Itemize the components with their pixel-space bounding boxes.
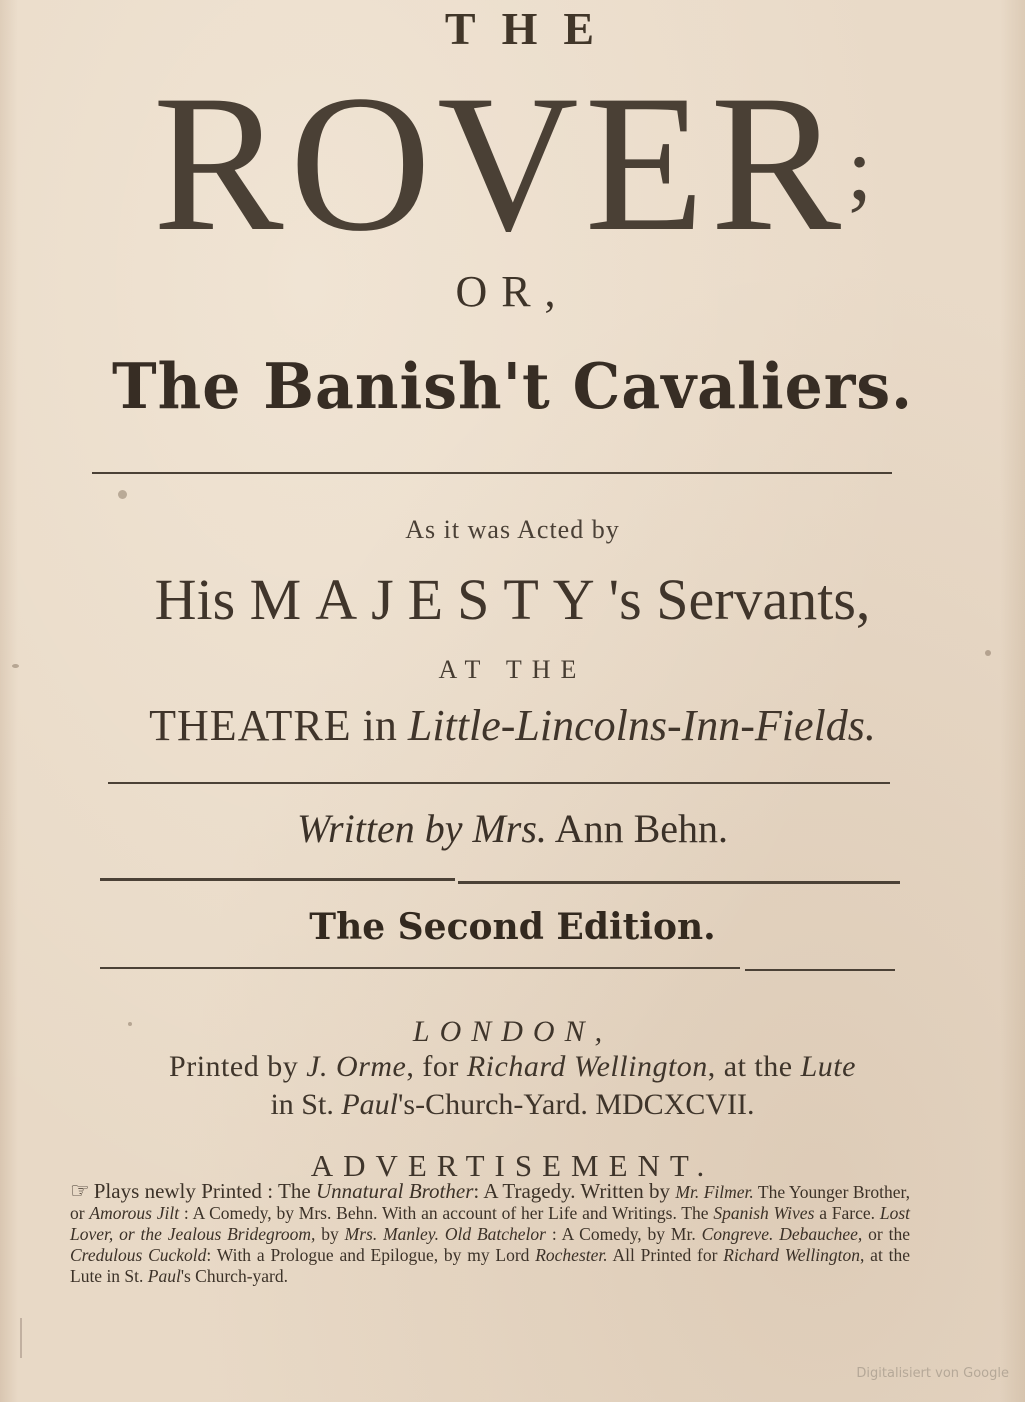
majesty-post: 's Servants, <box>608 567 871 632</box>
advertisement-heading: ADVERTISEMENT. <box>310 1148 715 1183</box>
edition-line: The Second Edition. <box>309 906 716 948</box>
theatre-word: THEATRE <box>149 701 352 750</box>
ad-a9: a Farce. <box>814 1203 880 1223</box>
ad-a8: Spanish Wives <box>713 1203 815 1223</box>
paper-speck <box>12 664 19 668</box>
acted-line: As it was Acted by <box>405 515 620 544</box>
ad-a11: by <box>315 1224 345 1244</box>
imprint-printed <box>0 1050 1025 1084</box>
rule-2 <box>108 782 890 784</box>
ad-a7: : A Comedy, by Mrs. Behn. With an account of her Life and Writings. The <box>179 1203 714 1223</box>
ad-a4: Mr. Filmer. <box>675 1182 754 1202</box>
digitization-watermark: Digitalisiert von Google <box>856 1366 1009 1381</box>
imprint-city: LONDON, <box>412 1015 613 1048</box>
ad-a12: Mrs. Manley. <box>344 1224 439 1244</box>
ad-a21: : With a Prologue and Epilogue, by my Lord <box>206 1245 536 1265</box>
at-the-line: AT THE <box>438 655 587 684</box>
ad-a23: All Printed for <box>607 1245 724 1265</box>
ad-a26: Paul <box>147 1266 181 1286</box>
theatre-line <box>0 700 1025 751</box>
imprint-yard <box>0 1088 1025 1122</box>
ad-a3: : A Tragedy. Written by <box>473 1179 676 1203</box>
paper-speck <box>118 490 127 499</box>
ad-a24: Richard Wellington <box>723 1245 860 1265</box>
ad-a20: Credulous Cuckold <box>70 1245 207 1265</box>
imprint-p2: , for <box>406 1050 467 1083</box>
yard-p1: in St. <box>270 1088 342 1121</box>
majesty-line <box>0 566 1025 633</box>
imprint-p3: , at the <box>707 1050 801 1083</box>
ad-a6: Amorous Jilt <box>89 1203 180 1223</box>
imprint-p1: Printed by <box>169 1050 307 1083</box>
theatre-place: Little-Lincolns-Inn-Fields. <box>407 701 876 750</box>
rule-1 <box>92 472 892 474</box>
ad-a10: Lost Lover, or the Jealous Bridegroom, <box>70 1203 910 1244</box>
subtitle-blackletter: The Banish't Cavaliers. <box>111 350 914 424</box>
imprint-printer: J. Orme <box>306 1050 407 1083</box>
title-or: OR, <box>455 267 570 316</box>
title-the: THE <box>444 3 621 54</box>
rule-3b <box>458 881 900 884</box>
majesty-caps: MAJESTY <box>249 567 609 632</box>
paper-speck <box>128 1022 132 1026</box>
ad-a15: : A Comedy, by Mr. <box>545 1224 702 1244</box>
author-pre: Written by Mrs. <box>296 806 547 851</box>
theatre-in: in <box>351 701 408 750</box>
author-name: Ann Behn. <box>546 806 729 851</box>
ad-a25: , at the Lute in St. <box>70 1245 910 1286</box>
title-rover-word: ROVER <box>152 55 848 272</box>
title-rover <box>0 55 1025 272</box>
rule-3a <box>100 878 455 881</box>
ad-a27: 's Church-yard. <box>180 1266 288 1286</box>
imprint-bookseller: Richard Wellington <box>466 1050 708 1083</box>
yard-p2: 's-Church-Yard. MDCXCVII. <box>398 1088 755 1121</box>
yard-pauls: Paul <box>341 1088 398 1121</box>
rule-4a <box>100 967 740 969</box>
ad-a1: Plays newly Printed : The <box>93 1179 316 1203</box>
ad-a18: Debauchee, <box>779 1224 863 1244</box>
paper-speck <box>985 650 991 656</box>
majesty-pre: His <box>154 567 250 632</box>
ad-a19: or the <box>862 1224 910 1244</box>
title-rover-punct: ; <box>847 120 873 219</box>
imprint-sign: Lute <box>800 1050 856 1083</box>
ad-a14: Old Batchelor <box>444 1224 546 1244</box>
ad-a22: Rochester. <box>535 1245 608 1265</box>
ad-a16: Congreve. <box>701 1224 774 1244</box>
ad-a5: The Younger Brother, or <box>70 1182 910 1223</box>
ad-a2: Unnatural Brother <box>316 1179 474 1203</box>
rule-4b <box>745 969 895 971</box>
pointing-hand-icon: ☞ <box>70 1178 90 1203</box>
author-line <box>0 805 1025 852</box>
advertisement-body <box>70 1180 910 1287</box>
margin-pencil-mark <box>20 1318 52 1358</box>
